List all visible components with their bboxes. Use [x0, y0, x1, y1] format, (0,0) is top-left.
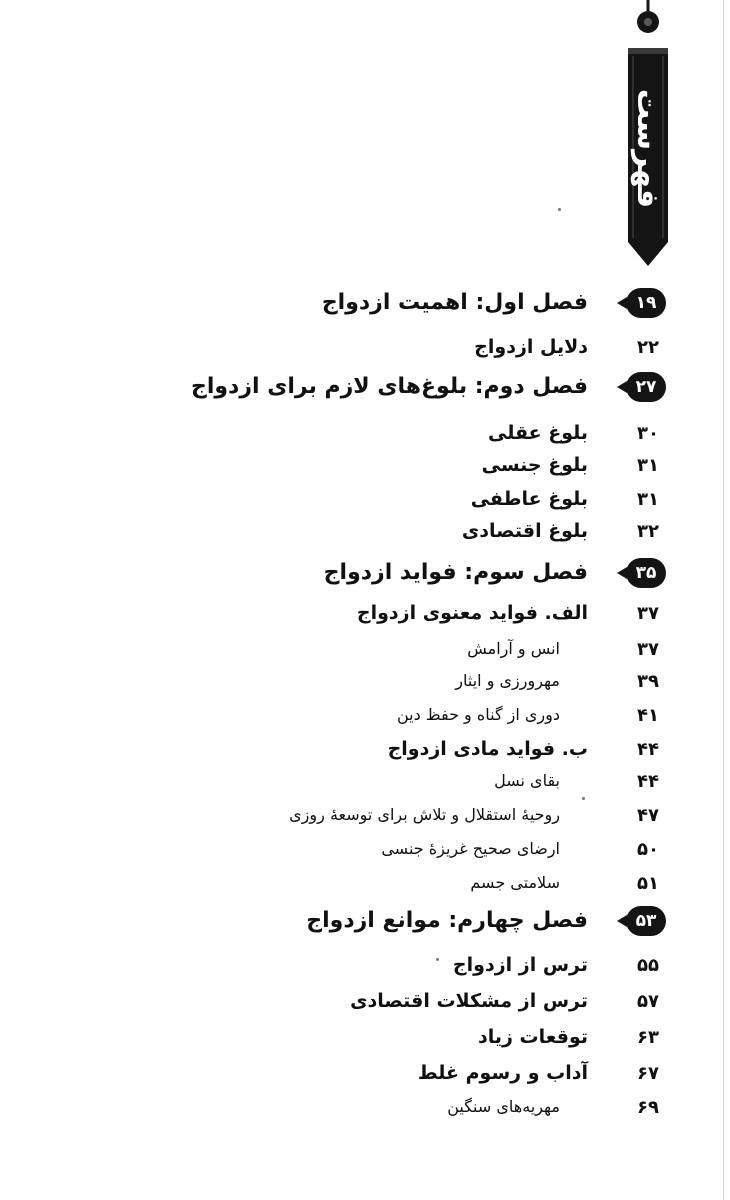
chapter-page-badge: ۲۷	[626, 372, 666, 402]
entry-title: بلوغ اقتصادی	[461, 520, 588, 542]
entry-title: توقعات زیاد	[477, 1026, 588, 1048]
page-number: ۳۰	[637, 422, 659, 444]
page-number: ۴۴	[637, 738, 659, 760]
toc-chapter-entry	[0, 372, 730, 402]
entry-title: روحیهٔ استقلال و تلاش برای توسعهٔ روزی	[289, 805, 560, 824]
page-number: ۵۷	[637, 990, 659, 1012]
toc-entry	[0, 598, 730, 628]
entry-title: مهرورزی و ایثار	[455, 671, 560, 690]
page-number: ۲۲	[637, 336, 659, 358]
toc-entry	[0, 700, 730, 730]
page-number: ۵۰	[637, 838, 659, 860]
toc-entry	[0, 418, 730, 448]
chapter-page-badge: ۵۳	[626, 906, 666, 936]
toc-entry	[0, 484, 730, 514]
chapter-title: فصل اول: اهمیت ازدواج	[321, 290, 588, 315]
page-number: ۵۵	[637, 954, 659, 976]
entry-title: ترس از مشکلات اقتصادی	[350, 990, 588, 1012]
page-number: ۴۱	[637, 704, 659, 726]
entry-title: بقای نسل	[494, 771, 560, 790]
toc-entry	[0, 868, 730, 898]
entry-title: ارضای صحیح غریزهٔ جنسی	[381, 839, 560, 858]
page-number: ۴۴	[637, 770, 659, 792]
entry-title: سلامتی جسم	[470, 873, 560, 892]
toc-chapter-entry	[0, 288, 730, 318]
toc-entry	[0, 666, 730, 696]
page-number: ۵۱	[637, 872, 659, 894]
chapter-page-badge: ۱۹	[626, 288, 666, 318]
page-number: ۳۲	[637, 520, 659, 542]
toc-entry	[0, 986, 730, 1016]
toc-entry	[0, 332, 730, 362]
chapter-title: فصل سوم: فواید ازدواج	[323, 560, 588, 585]
entry-title: ترس از ازدواج	[452, 954, 588, 976]
entry-title: بلوغ جنسی	[481, 454, 588, 476]
entry-title: الف. فواید معنوی ازدواج	[356, 602, 588, 624]
toc-chapter-entry	[0, 906, 730, 936]
toc-entry	[0, 800, 730, 830]
toc-chapter-entry	[0, 558, 730, 588]
entry-title: مهریه‌های سنگین	[447, 1097, 560, 1116]
entry-title: ب. فواید مادی ازدواج	[387, 738, 588, 760]
page-number: ۶۷	[637, 1062, 659, 1084]
entry-title: بلوغ عاطفی	[470, 488, 588, 510]
chapter-title: فصل چهارم: موانع ازدواج	[306, 908, 588, 933]
toc-entry	[0, 766, 730, 796]
page-number: ۴۷	[637, 804, 659, 826]
page-number: ۳۱	[637, 488, 659, 510]
entry-title: انس و آرامش	[467, 639, 560, 658]
chapter-page-badge: ۳۵	[626, 558, 666, 588]
toc-entry	[0, 1092, 730, 1122]
toc-entry	[0, 634, 730, 664]
toc-entry	[0, 734, 730, 764]
toc-entry	[0, 450, 730, 480]
entry-title: بلوغ عقلی	[487, 422, 588, 444]
page-number: ۳۱	[637, 454, 659, 476]
page-number: ۳۷	[637, 638, 659, 660]
page-number: ۶۳	[637, 1026, 659, 1048]
chapter-title: فصل دوم: بلوغ‌های لازم برای ازدواج	[190, 374, 588, 399]
entry-title: دوری از گناه و حفظ دین	[396, 705, 560, 724]
toc-entry	[0, 834, 730, 864]
banner-title: فهرست	[630, 88, 666, 208]
page-number: ۳۷	[637, 602, 659, 624]
toc-entry	[0, 516, 730, 546]
page-number: ۶۹	[637, 1096, 659, 1118]
toc-entry	[0, 1058, 730, 1088]
entry-title: آداب و رسوم غلط	[417, 1062, 588, 1084]
toc-entry	[0, 1022, 730, 1052]
toc-entry	[0, 950, 730, 980]
page-number: ۳۹	[637, 670, 659, 692]
entry-title: دلایل ازدواج	[474, 336, 588, 358]
